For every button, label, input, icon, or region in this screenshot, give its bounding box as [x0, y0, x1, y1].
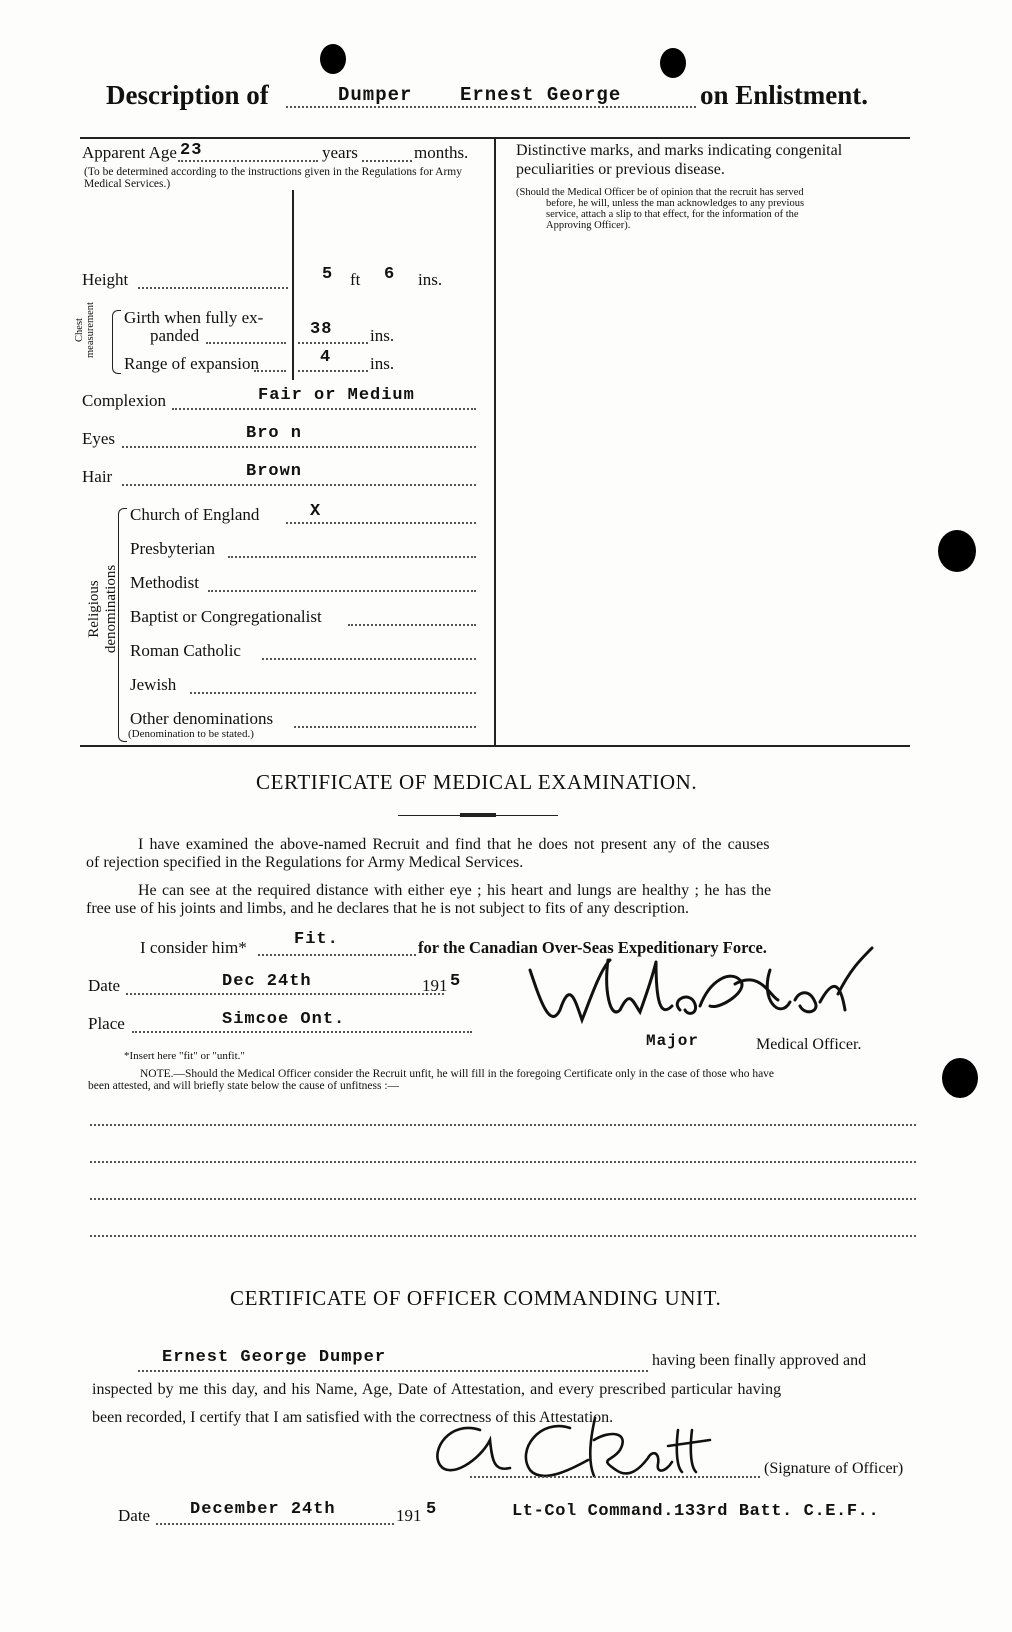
religion-line-1 [286, 522, 476, 524]
medical-para1-line2: of rejection specified in the Regulations for Army Medical Services. [86, 854, 524, 871]
religion-line-6 [190, 692, 476, 694]
marks-note-1: (Should the Medical Officer be of opinion that the recruit has served [516, 187, 804, 198]
commanding-date-line [156, 1523, 394, 1525]
commanding-line3: been recorded, I certify that I am satisfied with the correctness of this Attestation. [92, 1409, 614, 1426]
punch-hole-right-upper [938, 530, 976, 572]
consider-label: I consider him* [140, 938, 247, 957]
religion-line-3 [208, 590, 476, 592]
chest-side-label: Chest measurement [74, 302, 96, 358]
hair-value: Brown [246, 462, 303, 481]
consider-suffix: for the Canadian Over-Seas Expeditionary Force. [418, 938, 767, 957]
ft-label: ft [350, 270, 361, 289]
medical-year-suffix: 5 [450, 972, 462, 991]
medical-note-line2: been attested, and will briefly state below the cause of unfitness :— [88, 1080, 400, 1092]
medical-title: CERTIFICATE OF MEDICAL EXAMINATION. [256, 770, 698, 794]
range-ins-label: ins. [370, 354, 395, 373]
commanding-line2: inspected by me this day, and his Name, Age, Date of Attestation, and every prescribed particular having [92, 1381, 782, 1398]
unfitness-line-1 [90, 1124, 916, 1126]
medical-date-value: Dec 24th [222, 972, 312, 991]
religion-presbyterian: Presbyterian [130, 539, 215, 558]
girth-ins-label: ins. [370, 326, 395, 345]
marks-note-2: before, he will, unless the man acknowledges to any previous [546, 198, 805, 209]
girth-label-2: panded [150, 326, 200, 345]
place-line [132, 1031, 472, 1033]
marks-heading-2: peculiarities or previous disease. [516, 161, 725, 178]
range-label: Range of expansion [124, 354, 260, 373]
signature-label: (Signature of Officer) [764, 1460, 904, 1477]
medical-para2-line1: He can see at the required distance with either eye ; his heart and lungs are healthy ; he has the [138, 882, 772, 899]
girth-value-line [298, 342, 368, 344]
unfitness-line-4 [90, 1235, 916, 1237]
height-line [138, 287, 288, 289]
height-label: Height [82, 270, 129, 289]
age-value: 23 [180, 141, 203, 160]
unfitness-line-3 [90, 1198, 916, 1200]
commanding-line1-suffix: having been finally approved and [652, 1352, 867, 1369]
hair-label: Hair [82, 467, 113, 486]
eyes-value: Bro n [246, 424, 303, 443]
medical-title-rule-bold [460, 813, 496, 817]
medical-rank-value: Major [646, 1032, 700, 1050]
religion-church-of-england-mark: X [310, 502, 322, 521]
girth-value: 38 [310, 320, 333, 339]
months-line [362, 160, 412, 162]
religion-line-2 [228, 556, 476, 558]
consider-value: Fit. [294, 930, 339, 949]
commanding-date-value: December 24th [190, 1500, 336, 1519]
punch-hole-right-lower [942, 1058, 978, 1098]
punch-hole-top-left [320, 44, 346, 74]
range-line [254, 370, 286, 372]
chest-brace [112, 310, 121, 374]
header-surname: Dumper [338, 84, 413, 106]
commanding-name-line [138, 1370, 648, 1372]
religion-baptist: Baptist or Congregationalist [130, 607, 322, 626]
age-note: (To be determined according to the instructions given in the Regulations for Army Medical Services.) [84, 166, 462, 190]
marks-note-3: service, attach a slip to that effect, for the information of the [546, 209, 799, 220]
commanding-year-prefix: 191 [396, 1506, 422, 1525]
medical-year-prefix: 191 [422, 976, 448, 995]
signature-line [470, 1476, 760, 1478]
girth-label-1: Girth when fully ex- [124, 308, 264, 327]
eyes-line [122, 446, 476, 448]
religion-jewish: Jewish [130, 675, 177, 694]
header-suffix: on Enlistment. [700, 80, 869, 110]
eyes-label: Eyes [82, 429, 116, 448]
religion-line-7 [294, 726, 476, 728]
consider-line [258, 954, 416, 956]
marks-note-4: Approving Officer). [546, 220, 631, 231]
commanding-title: CERTIFICATE OF OFFICER COMMANDING UNIT. [230, 1286, 722, 1310]
commanding-name-value: Ernest George Dumper [162, 1348, 387, 1367]
medical-date-label: Date [88, 976, 121, 995]
religion-side-label: Religious denominations [86, 564, 119, 654]
medical-para2-line2: free use of his joints and limbs, and he declares that he is not subject to fits of any description. [86, 900, 689, 917]
commanding-officer-signature [420, 1410, 760, 1490]
medical-date-line [126, 993, 444, 995]
complexion-value: Fair or Medium [258, 386, 415, 405]
column-divider [494, 137, 496, 745]
commanding-rank-value: Lt-Col Command.133rd Batt. C.E.F.. [512, 1502, 880, 1521]
commanding-year-suffix: 5 [426, 1500, 438, 1519]
years-label: years [322, 143, 358, 162]
place-value: Simcoe Ont. [222, 1010, 346, 1029]
religion-note: (Denomination to be stated.) [128, 728, 254, 740]
months-label: months. [414, 143, 469, 162]
height-in-value: 6 [384, 265, 396, 284]
medical-officer-label: Medical Officer. [756, 1036, 862, 1053]
complexion-label: Complexion [82, 391, 167, 410]
religion-other: Other denominations [130, 709, 274, 728]
box-bottom-rule [80, 745, 910, 747]
value-divider [292, 190, 294, 380]
religion-brace [118, 508, 127, 742]
unfitness-line-2 [90, 1161, 916, 1163]
range-value: 4 [320, 348, 332, 367]
religion-line-5 [262, 658, 476, 660]
hair-line [122, 484, 476, 486]
height-ins-label: ins. [418, 270, 443, 289]
height-ft-value: 5 [322, 265, 334, 284]
header-prefix: Description of [106, 80, 269, 110]
religion-church-of-england: Church of England [130, 505, 260, 524]
header-given-names: Ernest George [460, 84, 622, 106]
commanding-date-label: Date [118, 1506, 151, 1525]
age-line [178, 160, 318, 162]
age-label: Apparent Age [82, 143, 177, 162]
marks-heading-1: Distinctive marks, and marks indicating congenital [516, 142, 843, 159]
girth-line [206, 342, 286, 344]
punch-hole-top-right [660, 48, 686, 78]
medical-note-line1: NOTE.—Should the Medical Officer consider the Recruit unfit, he will fill in the foregoing Certificate only in the case of those who have [140, 1068, 775, 1080]
complexion-line [172, 408, 476, 410]
medical-officer-signature [520, 940, 880, 1040]
religion-methodist: Methodist [130, 573, 199, 592]
header-name-line [286, 106, 696, 108]
religion-roman-catholic: Roman Catholic [130, 641, 241, 660]
place-label: Place [88, 1014, 125, 1033]
religion-line-4 [348, 624, 476, 626]
medical-para1-line1: I have examined the above-named Recruit and find that he does not present any of the causes [138, 836, 770, 853]
insert-note: *Insert here "fit" or "unfit." [124, 1050, 245, 1062]
range-value-line [298, 370, 368, 372]
